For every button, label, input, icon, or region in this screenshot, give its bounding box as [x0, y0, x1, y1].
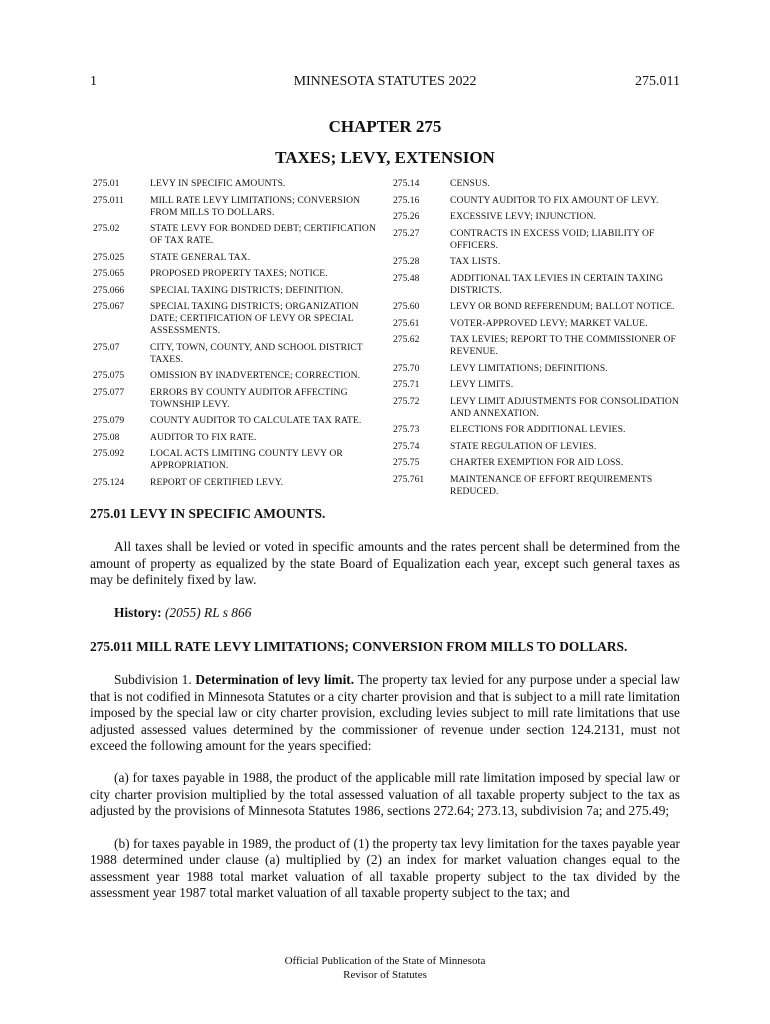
toc-section-number: 275.48: [393, 272, 420, 284]
toc-section-title: MILL RATE LEVY LIMITATIONS; CONVERSION FROM MILLS TO DOLLARS.: [150, 194, 361, 218]
toc-section-title: STATE REGULATION OF LEVIES.: [450, 440, 597, 452]
running-header-title: MINNESOTA STATUTES 2022: [293, 74, 477, 89]
toc-section-number: 275.70: [393, 362, 420, 374]
toc-section-number: 275.011: [93, 194, 124, 206]
subdivision-title: Determination of levy limit.: [195, 672, 355, 688]
statute-body: [90, 506, 680, 917]
toc-left-column: [93, 178, 383, 493]
toc-section-number: 275.61: [393, 317, 420, 329]
toc-section-title: ERRORS BY COUNTY AUDITOR AFFECTING TOWNSHIP LEVY.: [150, 386, 348, 410]
toc-section-title: AUDITOR TO FIX RATE.: [150, 431, 257, 443]
toc-entry: [93, 285, 383, 297]
toc-section-number: 275.27: [393, 227, 420, 239]
toc-section-title: OMISSION BY INADVERTENCE; CORRECTION.: [150, 370, 361, 381]
toc-entry: [393, 301, 683, 313]
history-label: History:: [114, 604, 162, 620]
toc-right-column: [393, 178, 683, 502]
section-heading: 275.011 MILL RATE LEVY LIMITATIONS; CONVERSION FROM MILLS TO DOLLARS.: [90, 639, 628, 655]
toc-section-title: SPECIAL TAXING DISTRICTS; DEFINITION.: [150, 284, 344, 296]
toc-section-title: CENSUS.: [450, 178, 490, 189]
toc-entry: [393, 396, 683, 420]
toc-section-number: 275.16: [393, 194, 420, 206]
toc-section-number: 275.124: [93, 476, 125, 488]
chapter-title: TAXES; LEVY, EXTENSION: [275, 148, 495, 167]
toc-entry: [93, 252, 383, 264]
toc-section-title: EXCESSIVE LEVY; INJUNCTION.: [450, 211, 596, 222]
toc-section-title: MAINTENANCE OF EFFORT REQUIREMENTS REDUCED.: [450, 473, 653, 497]
toc-entry: [393, 256, 683, 268]
toc-entry: [393, 379, 683, 391]
toc-section-title: LEVY LIMIT ADJUSTMENTS FOR CONSOLIDATION AND ANNEXATION.: [450, 395, 679, 419]
toc-entry: [393, 228, 683, 252]
toc-section-title: LEVY IN SPECIFIC AMOUNTS.: [150, 178, 286, 189]
toc-entry: [393, 318, 683, 330]
toc-section-number: 275.066: [93, 284, 125, 296]
toc-entry: [93, 268, 383, 280]
toc-entry: [393, 363, 683, 375]
toc-section-number: 275.07: [93, 341, 120, 353]
subdivision-paragraph: [90, 672, 680, 754]
section-paragraph: All taxes shall be levied or voted in specific amounts and the rates percent shall be determined from the amount of property as equalized by the state Board of Equalization each year, except such general taxes as may be definitely fixed by law.: [90, 539, 680, 588]
toc-section-title: CONTRACTS IN EXCESS VOID; LIABILITY OF OFFICERS.: [450, 227, 655, 251]
toc-entry: [393, 457, 683, 469]
toc-section-number: 275.01: [93, 178, 120, 189]
toc-section-number: 275.74: [393, 440, 420, 452]
toc-section-title: TAX LEVIES; REPORT TO THE COMMISSIONER OF REVENUE.: [450, 334, 676, 357]
toc-entry: [93, 223, 383, 247]
toc-section-number: 275.71: [393, 379, 420, 390]
toc-section-number: 275.067: [93, 301, 125, 312]
toc-entry: [93, 432, 383, 444]
toc-section-title: LEVY OR BOND REFERENDUM; BALLOT NOTICE.: [450, 301, 675, 312]
toc-entry: [93, 342, 383, 366]
history-citation: (2055) RL s 866: [164, 604, 252, 620]
toc-section-number: 275.065: [93, 268, 125, 279]
toc-section-number: 275.62: [393, 334, 420, 345]
toc-entry: [93, 370, 383, 382]
toc-section-title: LEVY LIMITS.: [450, 379, 514, 390]
toc-section-number: 275.08: [93, 431, 120, 443]
toc-section-title: ADDITIONAL TAX LEVIES IN CERTAIN TAXING DISTRICTS.: [450, 272, 664, 296]
toc-entry: [93, 477, 383, 489]
subdivision-prefix: Subdivision 1.: [114, 672, 192, 688]
clause-a: (a) for taxes payable in 1988, the product of the applicable mill rate limitation imposed by special law or city charter provision multiplied by the total assessed valuation of all taxable property subject to the tax as adjusted by the provisions of Minnesota Statutes 1986, sections 272.64; 273.13, subdivision 7a; and 275.49;: [90, 770, 680, 819]
toc-entry: [393, 334, 683, 358]
section-heading: 275.01 LEVY IN SPECIFIC AMOUNTS.: [90, 506, 326, 521]
toc-entry: [393, 211, 683, 223]
toc-section-number: 275.077: [93, 386, 125, 398]
toc-section-title: REPORT OF CERTIFIED LEVY.: [150, 476, 284, 488]
toc-section-title: SPECIAL TAXING DISTRICTS; ORGANIZATION DATE; CERTIFICATION OF LEVY OR SPECIAL ASSESSMENTS.: [150, 301, 359, 336]
page-number: 1: [90, 74, 97, 89]
toc-entry: [93, 178, 383, 190]
footer-publication: Official Publication of the State of Minnesota: [284, 955, 486, 967]
toc-section-number: 275.075: [93, 370, 125, 381]
toc-section-title: LEVY LIMITATIONS; DEFINITIONS.: [450, 362, 608, 374]
toc-section-title: CITY, TOWN, COUNTY, AND SCHOOL DISTRICT TAXES.: [150, 341, 363, 365]
toc-entry: [393, 424, 683, 436]
running-header-section: 275.011: [635, 74, 680, 89]
toc-section-number: 275.73: [393, 424, 420, 435]
footer-revisor: Revisor of Statutes: [343, 969, 427, 981]
subdivision-text: The property tax levied for any purpose under a special law that is not codified in Minnesota Statutes or a city charter provision and that is subject to a mill rate limitation imposed by the special law or city charter provision, excluding levies subject to mill rate limitations that use adjusted assessed values determined by the commissioner of revenue under section 124.2131, must not exceed the following amount for the years specified:: [90, 672, 680, 754]
toc-section-number: 275.26: [393, 211, 420, 222]
toc-entry: [393, 474, 683, 498]
toc-entry: [393, 441, 683, 453]
clause-b: (b) for taxes payable in 1989, the product of (1) the property tax levy limitation for the taxes payable year 1988 determined under clause (a) multiplied by (2) an index for market valuation changes equal to the assessment year 1988 total market valuation of all taxable property subject to the tax divided by the assessment year 1987 total market valuation of all taxable property subject to the tax; and: [90, 835, 680, 900]
toc-section-number: 275.092: [93, 448, 125, 459]
toc-section-number: 275.72: [393, 395, 420, 407]
toc-section-title: ELECTIONS FOR ADDITIONAL LEVIES.: [450, 424, 626, 435]
toc-section-title: PROPOSED PROPERTY TAXES; NOTICE.: [150, 268, 328, 279]
toc-section-title: COUNTY AUDITOR TO CALCULATE TAX RATE.: [150, 415, 362, 426]
toc-entry: [93, 387, 383, 411]
toc-section-number: 275.75: [393, 457, 420, 468]
history-note: [90, 605, 680, 621]
toc-section-number: 275.761: [393, 473, 425, 485]
toc-entry: [93, 415, 383, 427]
toc-section-number: 275.60: [393, 301, 420, 312]
toc-section-title: COUNTY AUDITOR TO FIX AMOUNT OF LEVY.: [450, 194, 659, 206]
toc-entry: [393, 273, 683, 297]
toc-section-title: LOCAL ACTS LIMITING COUNTY LEVY OR APPROPRIATION.: [150, 448, 343, 471]
toc-section-title: VOTER-APPROVED LEVY; MARKET VALUE.: [450, 317, 648, 329]
toc-section-title: STATE LEVY FOR BONDED DEBT; CERTIFICATION OF TAX RATE.: [150, 223, 376, 246]
toc-entry: [93, 195, 383, 219]
toc-section-number: 275.025: [93, 251, 125, 263]
toc-entry: [93, 301, 383, 337]
toc-section-number: 275.14: [393, 178, 420, 189]
toc-entry: [93, 448, 383, 472]
toc-section-title: STATE GENERAL TAX.: [150, 251, 251, 263]
page-footer: [0, 954, 770, 982]
toc-section-number: 275.02: [93, 223, 120, 234]
chapter-number: CHAPTER 275: [328, 117, 442, 136]
toc-entry: [393, 178, 683, 190]
toc-entry: [393, 195, 683, 207]
toc-section-title: CHARTER EXEMPTION FOR AID LOSS.: [450, 457, 624, 468]
toc-section-number: 275.079: [93, 415, 125, 426]
toc-section-number: 275.28: [393, 256, 420, 267]
toc-section-title: TAX LISTS.: [450, 256, 501, 267]
